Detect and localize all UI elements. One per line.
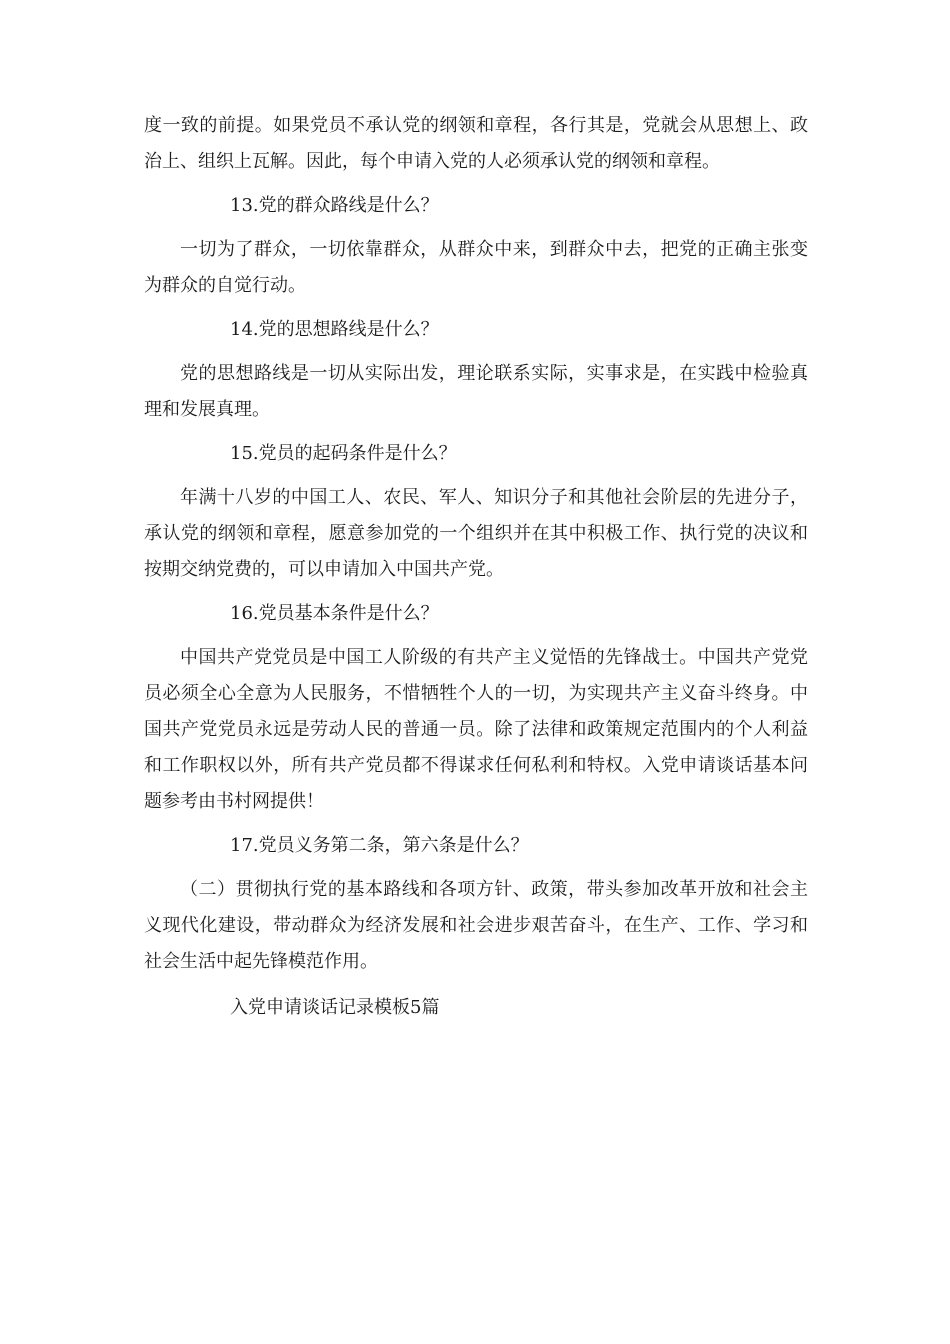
answer-17: （二）贯彻执行党的基本路线和各项方针、政策，带头参加改革开放和社会主义现代化建设，带动群众为经济发展和社会进步艰苦奋斗，在生产、工作、学习和社会生活中起先锋模范作用。 xyxy=(144,879,808,972)
question-16: 16.党员基本条件是什么？ xyxy=(230,603,439,624)
question-17: 17.党员义务第二条，第六条是什么？ xyxy=(230,835,529,856)
document-body xyxy=(144,108,808,1034)
document-footer-title: 入党申请谈话记录模板5篇 xyxy=(230,997,440,1018)
question-14: 14.党的思想路线是什么？ xyxy=(230,319,439,340)
answer-16: 中国共产党党员是中国工人阶级的有共产主义觉悟的先锋战士。中国共产党党员必须全心全意为人民服务，不惜牺牲个人的一切，为实现共产主义奋斗终身。中国共产党党员永远是劳动人民的普通一员。除了法律和政策规定范围内的个人利益和工作职权以外，所有共产党员都不得谋求任何私利和特权。入党申请谈话基本问题参考由书村网提供！ xyxy=(144,647,808,812)
question-13: 13.党的群众路线是什么？ xyxy=(230,195,439,216)
answer-13: 一切为了群众，一切依靠群众，从群众中来，到群众中去，把党的正确主张变为群众的自觉行动。 xyxy=(144,239,808,296)
question-15: 15.党员的起码条件是什么？ xyxy=(230,443,457,464)
answer-15: 年满十八岁的中国工人、农民、军人、知识分子和其他社会阶层的先进分子，承认党的纲领和章程，愿意参加党的一个组织并在其中积极工作、执行党的决议和按期交纳党费的，可以申请加入中国共产党。 xyxy=(144,487,808,580)
paragraph-continuation: 度一致的前提。如果党员不承认党的纲领和章程，各行其是，党就会从思想上、政治上、组织上瓦解。因此，每个申请入党的人必须承认党的纲领和章程。 xyxy=(144,115,808,172)
answer-14: 党的思想路线是一切从实际出发，理论联系实际，实事求是，在实践中检验真理和发展真理。 xyxy=(144,363,808,420)
